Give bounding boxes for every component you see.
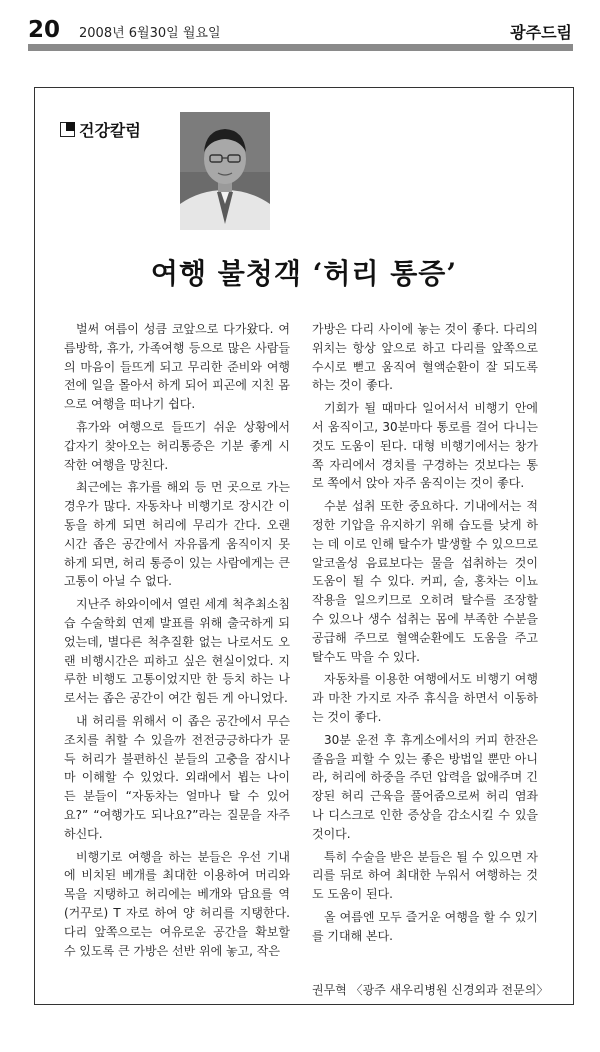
paragraph: 30분 운전 후 휴게소에서의 커피 한잔은 졸음을 피할 수 있는 좋은 방법일 뿐만 아니라, 허리에 하중을 주던 압력을 없애주며 긴장된 허리 근육을 풀어줌으로써 허리 염좌나 디스크로 인한 증상을 감소시킬 수 있을 것이다. [312,732,538,841]
paragraph: 비행기로 여행을 하는 분들은 우선 기내에 비치된 베개를 최대한 이용하여 머리와 목을 지탱하고 허리에는 베개와 담요를 역(거꾸로) T 자로 하여 양 허리를 지탱한다. 다리 앞쪽으로는 여유로운 공간을 확보할 수 있도록 큰 가방은 선반 위에 놓고, 작은 [64,849,290,958]
article-body-right [312,320,538,950]
publication-name: 광주드림 [510,23,572,42]
paragraph: 내 허리를 위해서 이 좁은 공간에서 무슨 조치를 취할 수 있을까 전전긍긍하다가 문득 허리가 불편하신 분들의 고충을 잠시나마 이해할 수 있었다. 외래에서 뵙는 나이 든 분들이 “자동차는 얼마나 탈 수 있어요?” “여행가도 되나요?”라는 질문을 자주 하신다. [64,713,290,841]
issue-date: 2008년 6월30일 월요일 [79,26,221,41]
paragraph: 최근에는 휴가를 해외 등 먼 곳으로 가는 경우가 많다. 자동차나 비행기로 장시간 이동을 하게 되면 허리에 무리가 간다. 오랜 시간 좁은 공간에서 자유롭게 움직이지 못하게 되면, 허리 통증이 있는 사람에게는 큰 고통이 아닐 수 없다. [64,480,290,589]
author-photo [180,112,270,230]
paragraph: 지난주 하와이에서 열린 세계 척추최소침습 수술학회 연제 발표를 위해 출국하게 되었는데, 별다른 척추질환 없는 나로서도 오랜 비행시간은 피하고 싶은 현실이었다. 지루한 비행도 고통이었지만 한 등치 하는 나로서는 좁은 공간이 여간 힘든 게 아니었다. [64,597,290,706]
paragraph: 기회가 될 때마다 일어서서 비행기 안에서 움직이고, 30분마다 통로를 걸어 다니는 것도 도움이 된다. 대형 비행기에서는 창가 쪽 자리에서 경치를 구경하는 것보다는 통로 쪽에서 앉아 자주 움직이는 것이 좋다. [312,401,538,491]
column-marker-icon [60,122,75,137]
column-label [60,118,141,141]
header-rule [28,44,573,51]
article-body-left [64,320,290,964]
paragraph: 수분 섭취 또한 중요하다. 기내에서는 적정한 기압을 유지하기 위해 습도를 낮게 하는 데 이로 인해 탈수가 발생할 수 있으므로 알코올성 음료보다는 물을 섭취하는 것이 도움이 될 수 있다. 커피, 술, 홍차는 이뇨 작용을 일으키므로 오히려 탈수를 조장할 수 있으나 생수 섭취는 몸에 부족한 수분을 공급해 주므로 혈액순환에도 도움을 주고 탈수도 막을 수 있다. [312,499,538,664]
paragraph: 휴가와 여행으로 들뜨기 쉬운 상황에서 갑자기 찾아오는 허리통증은 기분 좋게 시작한 여행을 망친다. [64,419,290,472]
article-headline: 여행 불청객 ‘허리 통증’ [150,257,458,290]
paragraph-continued: 가방은 다리 사이에 놓는 것이 좋다. 다리의 위치는 항상 앞으로 하고 다리를 앞쪽으로 수시로 뻗고 움직여 혈액순환이 잘 되도록 하는 것이 좋다. [312,322,538,393]
paragraph: 자동차를 이용한 여행에서도 비행기 여행과 마찬 가지로 자주 휴식을 하면서 이동하는 것이 좋다. [312,672,538,724]
author-byline: 권무혁 〈광주 새우리병원 신경외과 전문의〉 [312,983,549,997]
page-header [0,0,600,52]
column-label-text: 건강칼럼 [79,121,141,140]
page-number: 20 [28,17,61,43]
paragraph: 벌써 여름이 성큼 코앞으로 다가왔다. 여름방학, 휴가, 가족여행 등으로 많은 사람들의 마음이 들뜨게 되고 무리한 준비와 여행 전에 일을 몰아서 하게 되어 피곤에 지친 몸으로 여행을 떠나기 쉽다. [64,322,290,412]
paragraph: 특히 수술을 받은 분들은 될 수 있으면 자리를 뒤로 하여 최대한 누워서 여행하는 것도 도움이 된다. [312,849,538,902]
paragraph: 올 여름엔 모두 즐거운 여행을 할 수 있기를 기대해 본다. [312,909,538,943]
